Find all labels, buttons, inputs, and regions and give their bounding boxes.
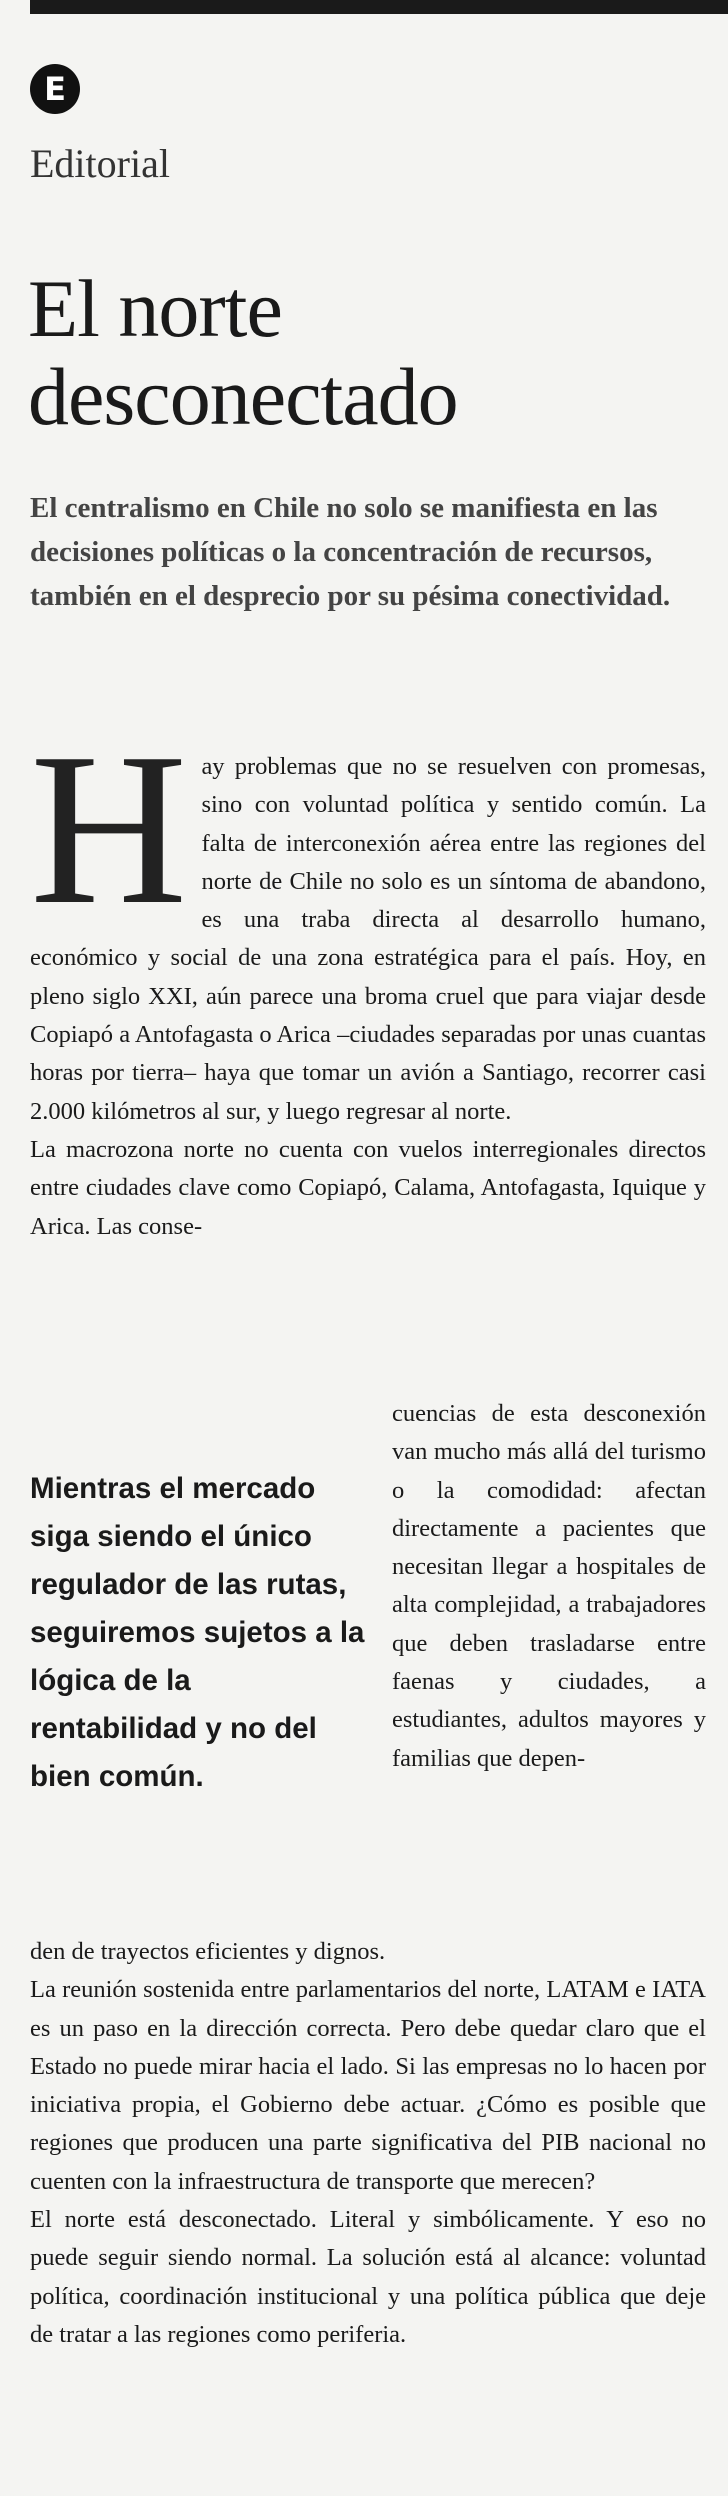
top-rule <box>30 0 728 14</box>
article-body-bottom <box>30 1933 706 2354</box>
deck: El centralismo en Chile no solo se manifiesta en las decisiones políticas o la concentración de recursos, también en el desprecio por su pésima conectividad. <box>30 492 671 612</box>
article-body-column <box>392 1395 706 1778</box>
paragraph-4: El norte está desconectado. Literal y simbólicamente. Y eso no puede seguir siendo normal. La solución está al alcance: voluntad política, coordinación institucional y una política pública que deje de tratar a las regiones como periferia. <box>30 2206 706 2348</box>
pull-quote: Mientras el mercado siga siendo el único regulador de las rutas, seguiremos sujetos a la lógica de la rentabilidad y no del bien común. <box>30 1472 365 1793</box>
drop-cap: H <box>30 709 188 950</box>
paragraph-3: La reunión sostenida entre parlamentarios del norte, LATAM e IATA es un paso en la dirección correcta. Pero debe quedar claro que el Estado no puede mirar hacia el lado. Si las empresas no lo hacen por iniciativa propia, el Gobierno debe actuar. ¿Cómo es posible que regiones que producen una parte significativa del PIB nacional no cuenten con la infraestructura de transporte que merecen? <box>30 1976 706 2195</box>
article-body-top <box>30 709 706 1246</box>
headline: El norte desconectado <box>28 263 458 442</box>
paragraph-1: ay problemas que no se resuelven con promesas, sino con voluntad política y sentido común. La falta de interconexión aérea entre las regiones del norte de Chile no solo es un síntoma de abandono, es una traba directa al desarrollo humano, económico y social de una zona estratégica para el país. Hoy, en pleno siglo XXI, aún parece una broma cruel que para viajar desde Copiapó a Antofagasta o Arica –ciudades separadas por unas cuantas horas por tierra– haya que tomar un avión a Santiago, recorrer casi 2.000 kilómetros al sur, y luego regresar al norte. <box>30 753 706 1125</box>
paragraph-2-end: den de trayectos eficientes y dignos. <box>30 1938 386 1965</box>
editorial-badge: E <box>30 64 80 114</box>
section-label: Editorial <box>30 141 170 186</box>
paragraph-2-start: La macrozona norte no cuenta con vuelos interregionales directos entre ciudades clave como Copiapó, Calama, Antofagasta, Iquique y Arica. Las conse- <box>30 1135 706 1240</box>
paragraph-2-column: cuencias de esta desconexión van mucho más allá del turismo o la comodidad: afectan directamente a pacientes que necesitan llegar a hospitales de alta complejidad, a trabajadores que deben trasladarse entre faenas y ciudades, a estudiantes, adultos mayores y familias que depen- <box>392 1400 706 1772</box>
